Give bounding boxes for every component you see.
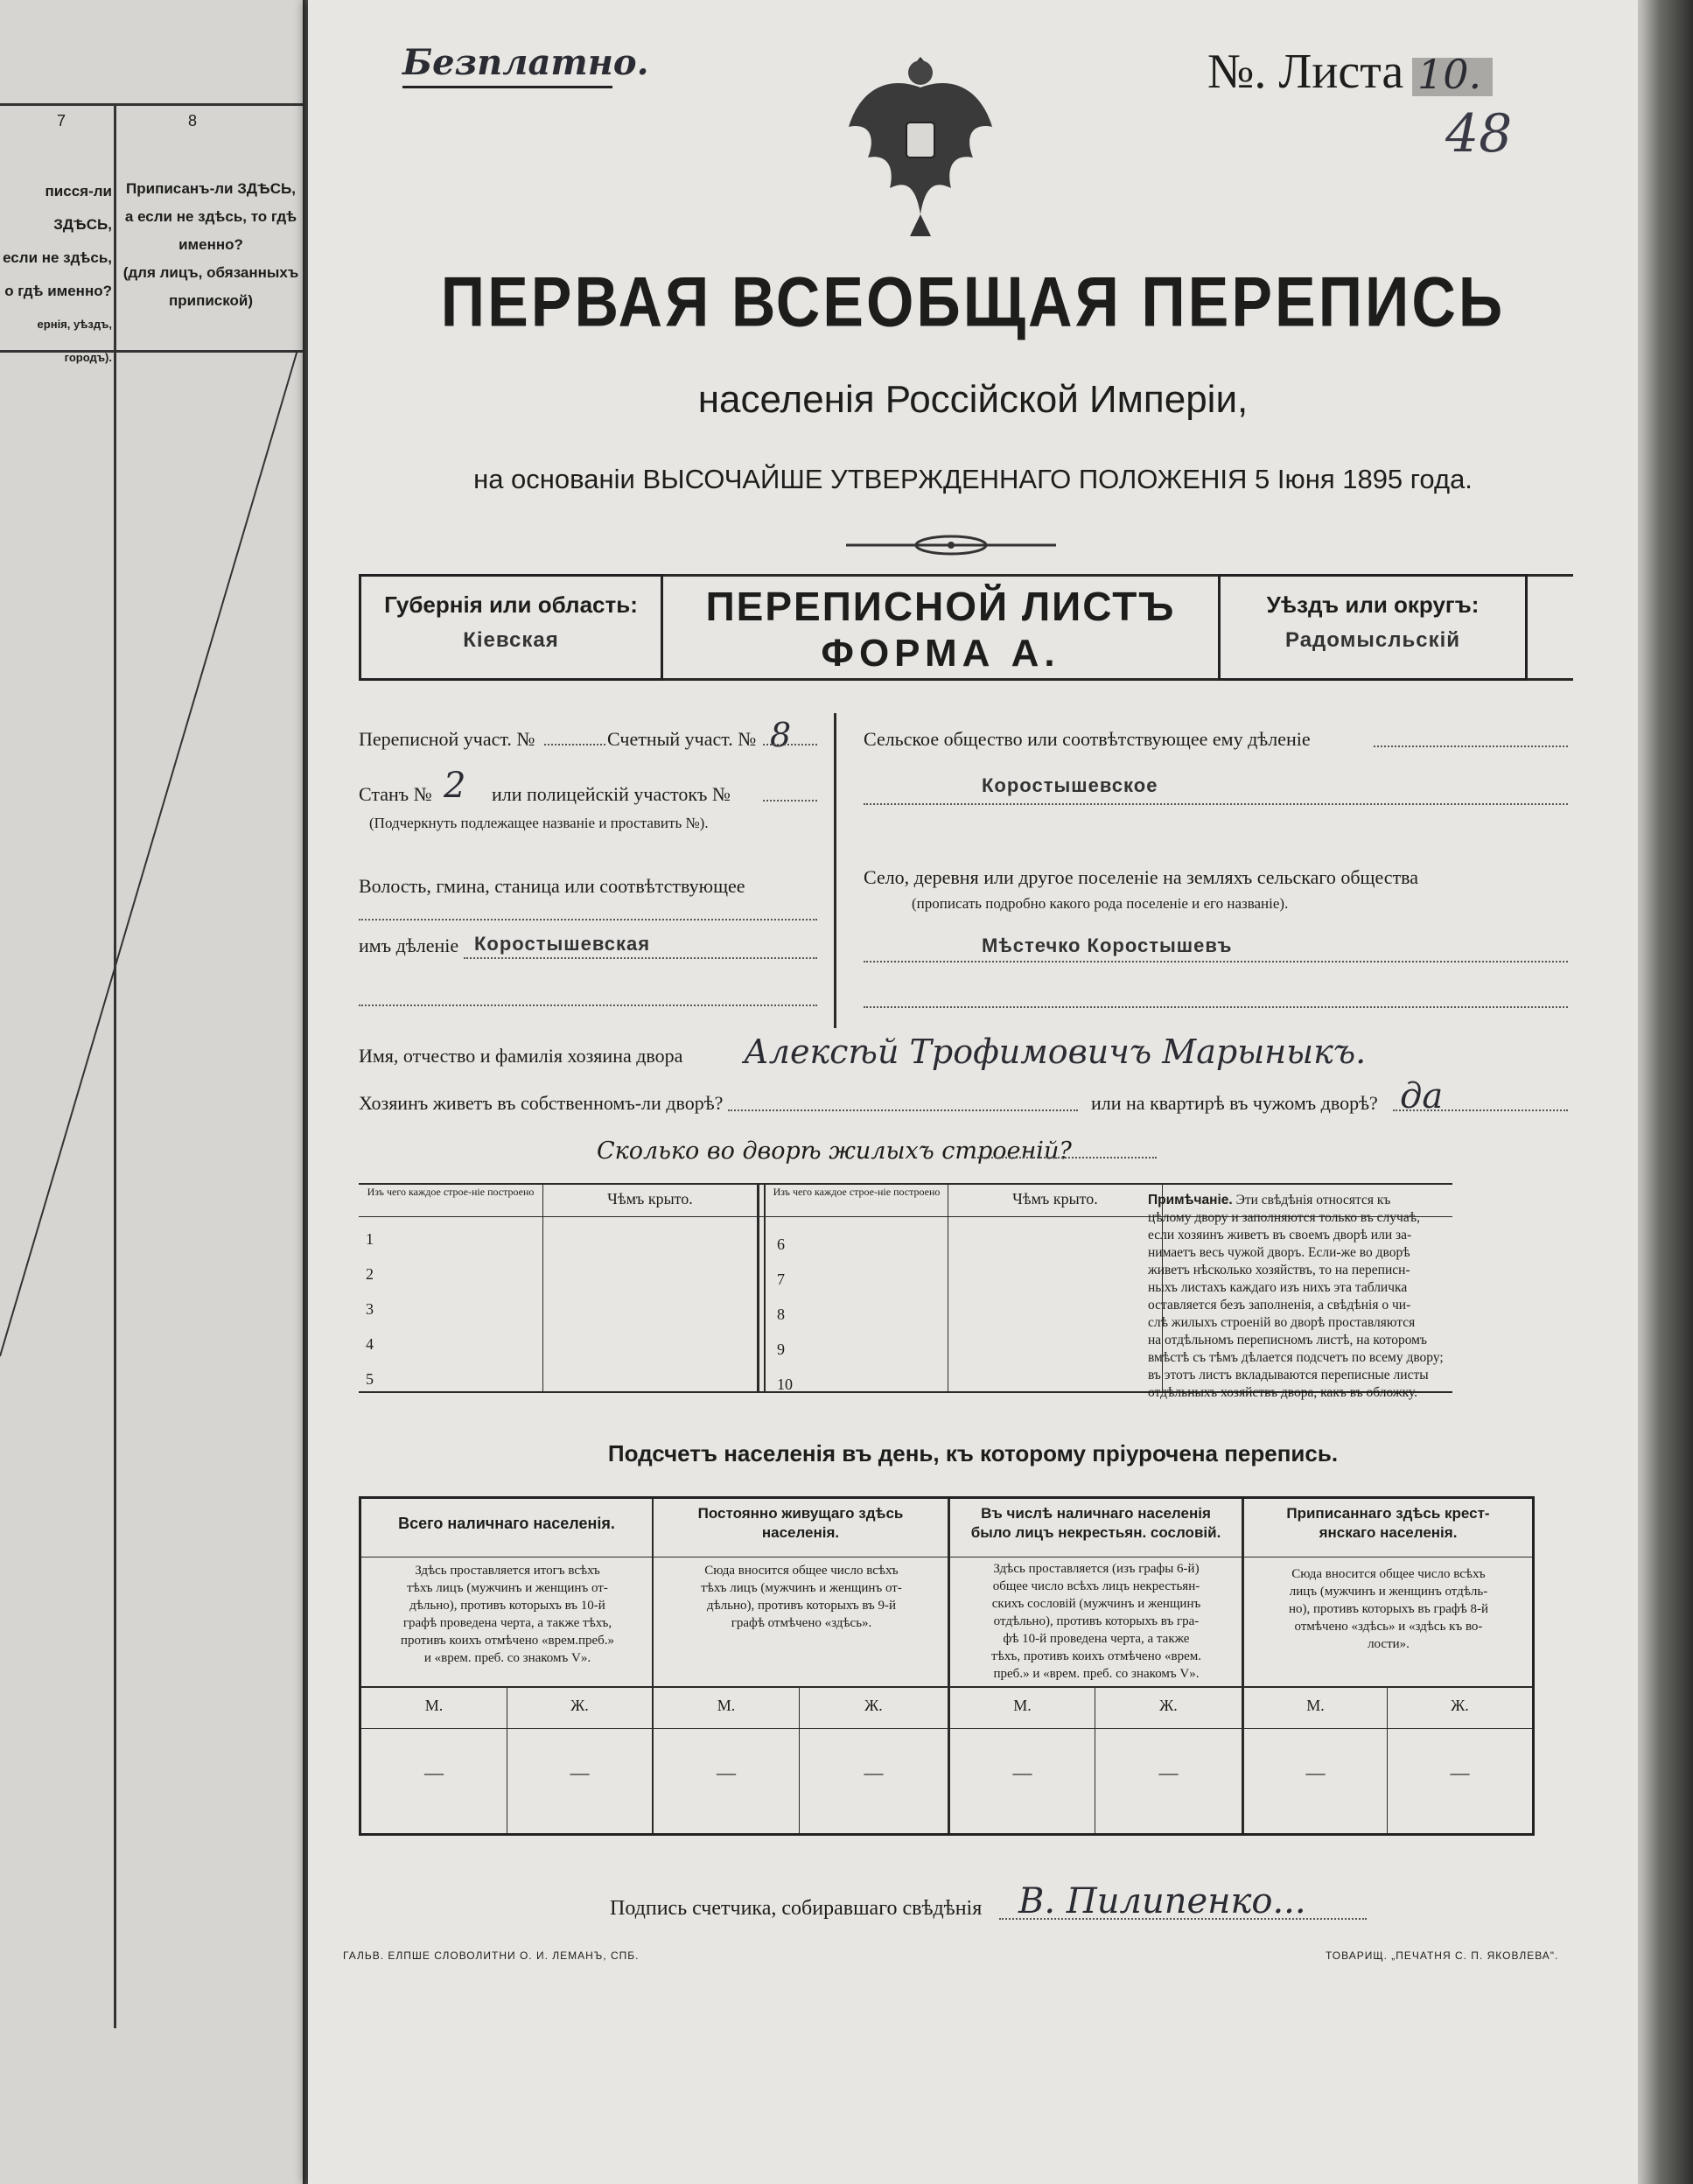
province-box xyxy=(359,574,663,681)
archive-number: 48 xyxy=(1445,103,1513,164)
printer-imprint: ТОВАРИЩ. „ПЕЧАТНЯ С. П. ЯКОВЛЕВА". xyxy=(1326,1950,1559,1962)
sheet-number-value: 10. xyxy=(1417,51,1482,98)
table-row: 7 xyxy=(777,1270,785,1288)
table-row: 6 xyxy=(777,1236,785,1253)
rural-society-label: Сельское общество или соотвѣтствующее ему дѣленіе xyxy=(864,728,1311,750)
registered-male-value: — xyxy=(1305,1761,1326,1783)
own-yard-label: Хозяинъ живетъ въ собственномъ-ли дворѣ? xyxy=(359,1092,724,1114)
census-form-page xyxy=(308,0,1638,2184)
permanent-female-header: Ж. xyxy=(864,1697,883,1714)
table-row: 4 xyxy=(366,1335,374,1353)
material-header-left: Изъ чего каждое строе-ніе построено xyxy=(367,1186,535,1198)
owner-name-value: Алексѣй Трофимовичъ Марыныкъ. xyxy=(744,1032,1367,1071)
page-edge xyxy=(1638,0,1693,2184)
volost-value: Коростышевская xyxy=(474,933,651,955)
counting-section-label: Счетный участ. № xyxy=(607,728,757,750)
population-count-table xyxy=(359,1496,1535,1836)
village-label: Село, деревня или другое поселеніе на земляхъ сельскаго общества xyxy=(864,866,1419,888)
enumerator-signature: В. Пилипенко... xyxy=(1018,1881,1306,1922)
registered-male-header: М. xyxy=(1306,1697,1325,1714)
note-title: Примѣчаніе. xyxy=(1148,1193,1233,1208)
total-male-value: — xyxy=(424,1761,444,1783)
stan-note: (Подчеркнуть подлежащее названіе и проставить №). xyxy=(369,815,709,831)
permanent-female-value: — xyxy=(864,1761,884,1783)
free-of-charge-label: Безплатно. xyxy=(402,42,649,83)
column-8-header: Приписанъ-ли ЗДѢСЬ, а если не здѣсь, то гдѣ именно? (для лицъ, обязанныхъ припиской) xyxy=(122,180,299,309)
population-count-title: Подсчетъ населенія въ день, къ которому пріурочена перепись. xyxy=(607,1440,1339,1466)
typefoundry-imprint: ГАЛЬВ. ЕЛПШЕ СЛОВОЛИТНИ О. И. ЛЕМАНЪ, СПБ. xyxy=(343,1950,640,1962)
column-7-number: 7 xyxy=(56,112,66,130)
permanent-male-value: — xyxy=(717,1761,736,1783)
village-note: (прописать подробно какого рода поселеніе и его названіе). xyxy=(912,895,1289,912)
double-headed-eagle-icon xyxy=(842,39,999,241)
column-8-number: 8 xyxy=(187,112,197,130)
census-subtitle: населенія Россійской Имперіи, xyxy=(697,378,1249,421)
table-row: 2 xyxy=(366,1265,374,1283)
buildings-note: Примѣчаніе. Эти свѣдѣнія относятся къ цѣлому двору и заполняются только въ случаѣ, если хозяинъ живетъ въ своемъ дворѣ или за- нимаетъ весь чужой дворъ. Если-же во дворѣ живетъ нѣсколько хозяйствъ, то на переписн- ныхъ листахъ каждаго изъ нихъ эта табличка оставляется безъ заполненія, а свѣдѣнія о чи- слѣ жилыхъ строеній во дворѣ проставляются на отдѣльномъ переписномъ листѣ, на которомъ вмѣстѣ съ тѣмъ дѣлается подсчетъ по всему двору; въ этотъ листъ вкладываются переписные листы отдѣльныхъ хозяйствъ двора, какъ въ обложку. xyxy=(1148,1193,1444,1400)
district-box xyxy=(1218,574,1528,681)
police-precinct-label: или полицейскій участокъ № xyxy=(492,783,731,805)
counting-section-value: 8 xyxy=(770,716,792,754)
table-row: 3 xyxy=(366,1300,374,1318)
rented-yard-value: да xyxy=(1400,1076,1444,1116)
non-peasant-description: Здѣсь проставляется (изъ графы 6-й) общее число всѣхъ лицъ некрестьян- скихъ сословій (мужчинъ и женщинъ отдѣльно), противъ которыхъ въ гра- фѣ 10-й проведена черта, а также тѣхъ, противъ коихъ отмѣчено «врем. преб.» и «врем. преб. со знакомъ V». xyxy=(991,1562,1201,1681)
registered-peasant-description: Сюда вносится общее число всѣхъ лицъ (мужчинъ и женщинъ отдѣль- но), противъ которыхъ въ графѣ 8-й отмѣчено «здѣсь» и «здѣсь къ во- лости». xyxy=(1288,1567,1488,1651)
table-row: 10 xyxy=(777,1376,793,1393)
non-peasant-female-value: — xyxy=(1158,1761,1179,1783)
non-peasant-header: Въ числѣ наличнаго населенія было лицъ некрестьян. сословій. xyxy=(970,1505,1221,1541)
village-value: Мѣстечко Коростышевъ xyxy=(982,934,1233,956)
non-peasant-female-header: Ж. xyxy=(1159,1697,1178,1714)
permanent-header: Постоянно живущаго здѣсь населенія. xyxy=(697,1505,904,1541)
building-rows-right xyxy=(777,1227,793,1402)
district-label: Уѣздъ или округъ: xyxy=(1266,592,1480,618)
roof-header-left: Чѣмъ крыто. xyxy=(607,1190,693,1208)
table-row: 9 xyxy=(777,1340,785,1358)
census-section-label: Переписной участ. № xyxy=(359,728,535,750)
previous-page-strip xyxy=(0,0,308,2184)
form-title: ПЕРЕПИСНОЙ ЛИСТЪ xyxy=(705,584,1176,629)
column-7-header: писся-ли ЗДѢСЬ, если не здѣсь, о гдѣ именно? ернія, уѣздъ, городъ). xyxy=(3,183,112,364)
permanent-description: Сюда вносится общее число всѣхъ тѣхъ лицъ (мужчинъ и женщинъ от- дѣльно), противъ которыхъ въ 9-й графѣ отмѣчено «здѣсь». xyxy=(701,1564,902,1630)
rural-society-value: Коростышевское xyxy=(982,774,1158,796)
registered-peasant-header: Приписаннаго здѣсь крест- янскаго населенія. xyxy=(1286,1505,1490,1541)
total-present-description: Здѣсь проставляется итогъ всѣхъ тѣхъ лицъ (мужчинъ и женщинъ от- дѣльно), противъ которыхъ въ 10-й графѣ проведена черта, а также тѣхъ, противъ коихъ отмѣчено «врем.преб.» и «врем. преб. со знакомъ V». xyxy=(400,1564,615,1665)
registered-female-value: — xyxy=(1450,1761,1470,1783)
building-rows-left xyxy=(366,1222,374,1396)
province-value: Кіевская xyxy=(463,628,559,652)
enumerator-signature-label: Подпись счетчика, собиравшаго свѣдѣнія xyxy=(610,1897,983,1920)
district-value: Радомысльскій xyxy=(1285,628,1460,652)
buildings-question: Сколько во дворѣ жилыхъ строеній? xyxy=(597,1138,1072,1165)
ornament-divider xyxy=(846,529,1056,561)
non-peasant-male-value: — xyxy=(1012,1761,1032,1783)
total-female-header: Ж. xyxy=(570,1697,589,1714)
stan-value: 2 xyxy=(444,766,466,806)
total-male-header: М. xyxy=(424,1697,444,1714)
legal-basis: на основаніи ВЫСОЧАЙШЕ УТВЕРЖДЕННАГО ПОЛОЖЕНІЯ 5 Іюня 1895 года. xyxy=(473,464,1473,494)
owner-name-label: Имя, отчество и фамилія хозяина двора xyxy=(359,1045,683,1067)
province-label: Губернія или область: xyxy=(384,592,638,618)
non-peasant-male-header: М. xyxy=(1013,1697,1032,1714)
table-row: 5 xyxy=(366,1370,374,1388)
crossed-out-diagonal xyxy=(0,350,308,1488)
volost-label-2: имъ дѣленіе xyxy=(359,934,459,956)
sheet-number-label: №. Листа xyxy=(1207,45,1404,99)
roof-header-right: Чѣмъ крыто. xyxy=(1012,1190,1098,1208)
form-name: ФОРМА А. xyxy=(821,632,1060,675)
rented-yard-label: или на квартирѣ въ чужомъ дворѣ? xyxy=(1091,1092,1378,1114)
permanent-male-header: М. xyxy=(717,1697,736,1714)
census-title: ПЕРВАЯ ВСЕОБЩАЯ ПЕРЕПИСЬ xyxy=(440,262,1506,341)
registered-female-header: Ж. xyxy=(1451,1697,1469,1714)
table-row: 8 xyxy=(777,1306,785,1323)
volost-label: Волость, гмина, станица или соотвѣтствующее xyxy=(359,875,745,897)
material-header-right: Изъ чего каждое строе-ніе построено xyxy=(773,1186,941,1198)
table-row: 1 xyxy=(366,1230,374,1248)
total-female-value: — xyxy=(570,1761,590,1783)
stan-label: Станъ № xyxy=(359,783,432,805)
total-present-header: Всего наличнаго населенія. xyxy=(398,1515,615,1532)
